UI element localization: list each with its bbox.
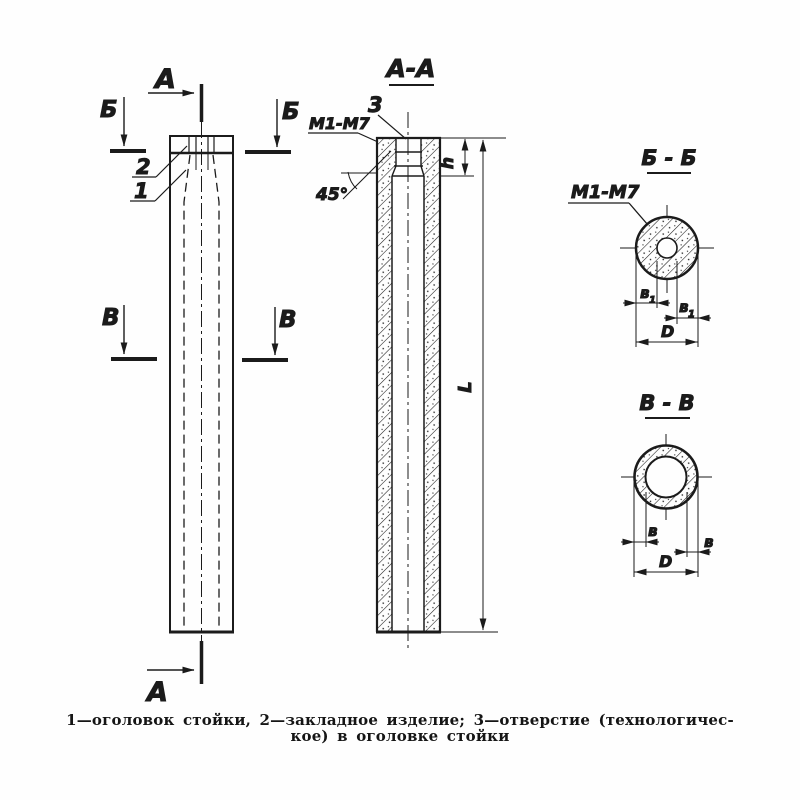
dim-b-left-label: в (648, 522, 658, 540)
dim-b1-right-label: в (679, 298, 689, 316)
dim-d-bb-label: D (661, 322, 675, 341)
dim-d-vv-label: D (659, 552, 673, 571)
callout-1-label: 1 (134, 179, 149, 203)
figure-caption (0, 712, 800, 744)
embed-leader-bb (568, 203, 648, 225)
section-a-label-bottom: А (147, 677, 168, 708)
vv-inner-bore (646, 457, 687, 498)
callout-2-label: 2 (136, 155, 151, 179)
embed-label-aa: М1-М7 (309, 114, 370, 133)
callout-3-leader (378, 115, 406, 139)
dim-h-label: h (438, 156, 458, 170)
dim-b1-left-sub: 1 (649, 295, 656, 306)
embed-label-bb: М1-М7 (571, 182, 640, 203)
caption-line-2: кое) в оголовке стойки (290, 727, 510, 745)
section-bb-view (568, 146, 714, 347)
dim-l-label: L (455, 381, 476, 393)
section-vv-title: В - В (639, 391, 695, 415)
dim-b-right-label: в (704, 533, 714, 551)
embed-leader-aa (308, 133, 378, 142)
section-a-label-top: А (155, 64, 176, 95)
section-b-label-left: Б (100, 97, 118, 123)
angle-label: 45° (316, 185, 349, 205)
callout-3-label: 3 (368, 93, 383, 117)
section-v-label-right: В (279, 307, 297, 333)
section-vv-view (621, 391, 714, 577)
bb-center-hole (657, 238, 677, 258)
section-aa-title: А-А (386, 54, 436, 83)
left-elevation-view (100, 64, 300, 708)
caption-line-1: 1—оголовок стойки, 2—закладное изделие; 3—отверстие (технологичес- (66, 711, 734, 729)
dim-b1-left-label: в (640, 284, 650, 302)
section-aa-view (308, 54, 506, 648)
dim-b1-right-sub: 1 (688, 309, 695, 320)
section-b-label-right: Б (282, 99, 300, 125)
section-bb-title: Б - Б (641, 146, 697, 170)
section-v-label-left: В (102, 305, 120, 331)
